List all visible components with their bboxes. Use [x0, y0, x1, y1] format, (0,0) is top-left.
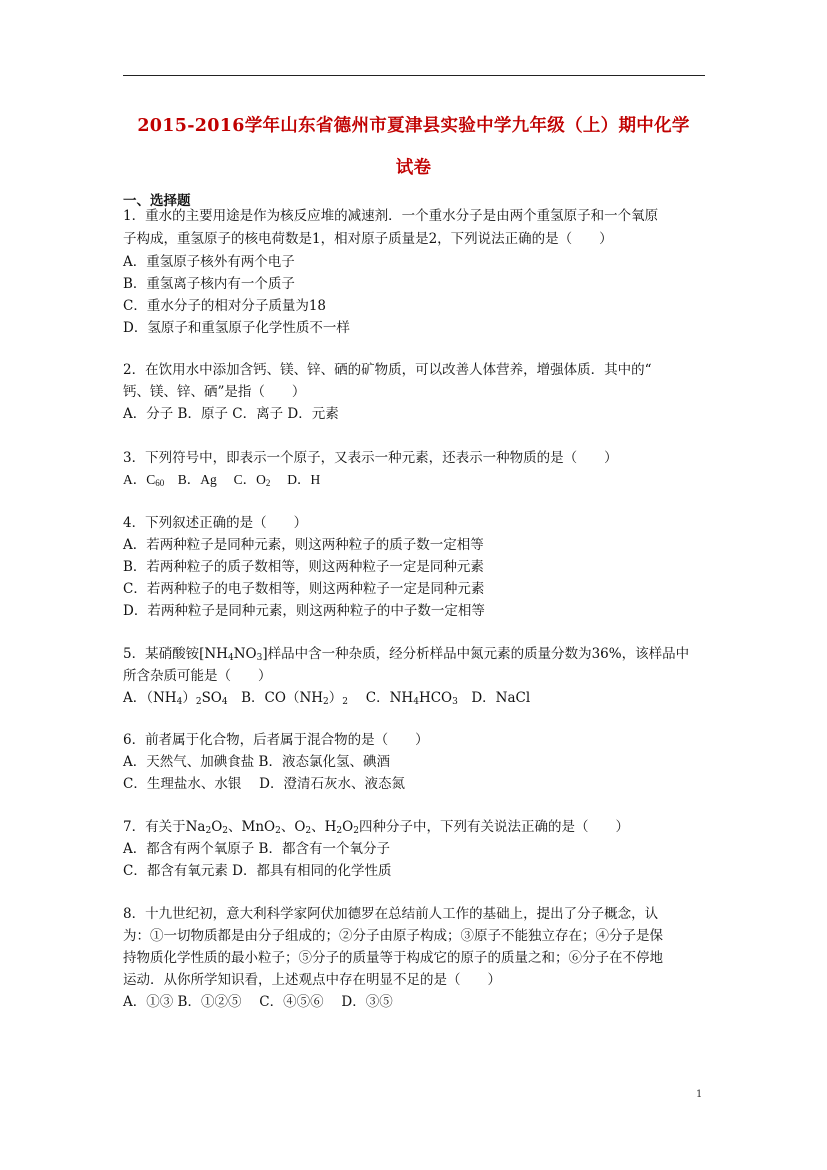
- option-a: A．若两种粒子是同种元素，则这两种粒子的质子数一定相等: [123, 537, 484, 553]
- option-b: B．重氢离子核内有一个质子: [123, 276, 295, 292]
- header-rule: [123, 75, 705, 76]
- option-d: D．氢原子和重氢原子化学性质不一样: [123, 320, 350, 336]
- page-number: 1: [696, 1089, 703, 1100]
- option-d: D．若两种粒子是同种元素，则这两种粒子的中子数一定相等: [123, 603, 485, 619]
- question-stem: 所含杂质可能是（ ）: [123, 668, 272, 684]
- question-stem: 子构成，重氢原子的核电荷数是1，相对原子质量是2，下列说法正确的是（ ）: [123, 231, 613, 247]
- question-stem: 8．十九世纪初，意大利科学家阿伏加德罗在总结前人工作的基础上，提出了分子概念，认: [123, 906, 659, 922]
- question-stem: 2．在饮用水中添加含钙、镁、锌、硒的矿物质，可以改善人体营养，增强体质．其中的“: [123, 362, 652, 378]
- options-line: C．生理盐水、水银 D．澄清石灰水、液态氮: [123, 776, 405, 792]
- option-b: B．若两种粒子的质子数相等，则这两种粒子一定是同种元素: [123, 559, 484, 575]
- options-line: C．都含有氧元素 D．都具有相同的化学性质: [123, 863, 392, 879]
- options-line: A．$C_{60}$ B．Ag C．$O_2$ D．H: [123, 472, 321, 488]
- options-line: A．①③ B．①②⑤ C．④⑤⑥ D．③⑤: [123, 994, 393, 1010]
- option-a: A．重氢原子核外有两个电子: [123, 254, 295, 270]
- page-title-line-1: 2015-2016学年山东省德州市夏津县实验中学九年级（上）期中化学: [137, 116, 690, 136]
- option-c: C．若两种粒子的电子数相等，则这两种粒子一定是同种元素: [123, 581, 485, 597]
- question-stem: 钙、镁、锌、硒”是指（ ）: [123, 384, 306, 400]
- question-stem: 为：①一切物质都是由分子组成的；②分子由原子构成；③原子不能独立存在；④分子是保: [123, 928, 663, 944]
- options-line: A．天然气、加碘食盐 B．液态氯化氢、碘酒: [123, 754, 390, 770]
- options-line: A．分子 B．原子 C．离子 D．元素: [123, 406, 339, 422]
- question-stem: 3．下列符号中，即表示一个原子，又表示一种元素，还表示一种物质的是（ ）: [123, 450, 618, 466]
- section-heading: 一、选择题: [123, 193, 191, 209]
- options-line: A．都含有两个氧原子 B．都含有一个氧分子: [123, 841, 390, 857]
- question-stem: 1．重水的主要用途是作为核反应堆的减速剂．一个重水分子是由两个重氢原子和一个氧原: [123, 208, 659, 224]
- question-stem: 4．下列叙述正确的是（ ）: [123, 515, 308, 531]
- question-stem: 7．有关于$Na_2O_2$、MnO$_2$、$O_2$、$H_2O_2$四种分子中，下列有关说法正确的是（ ）: [123, 819, 629, 836]
- option-c: C．重水分子的相对分子质量为18: [123, 298, 327, 314]
- page-title-line-2: 试卷: [395, 158, 432, 178]
- options-line: A．$(NH_4)_2SO_4$ B．$CO(NH_2)_2$ C．$NH_4HCO_3$ D．NaCl: [123, 690, 531, 707]
- question-stem: 5．某硝酸铵$[NH_4NO_3]$样品中含一种杂质，经分析样品中氮元素的质量分数为36%，该样品中: [123, 646, 690, 663]
- question-stem: 持物质化学性质的最小粒子；⑤分子的质量等于构成它的原子的质量之和；⑥分子在不停地: [123, 950, 663, 966]
- question-stem: 运动．从你所学知识看，上述观点中存在明显不足的是（ ）: [123, 972, 501, 988]
- question-stem: 6．前者属于化合物，后者属于混合物的是（ ）: [123, 732, 429, 748]
